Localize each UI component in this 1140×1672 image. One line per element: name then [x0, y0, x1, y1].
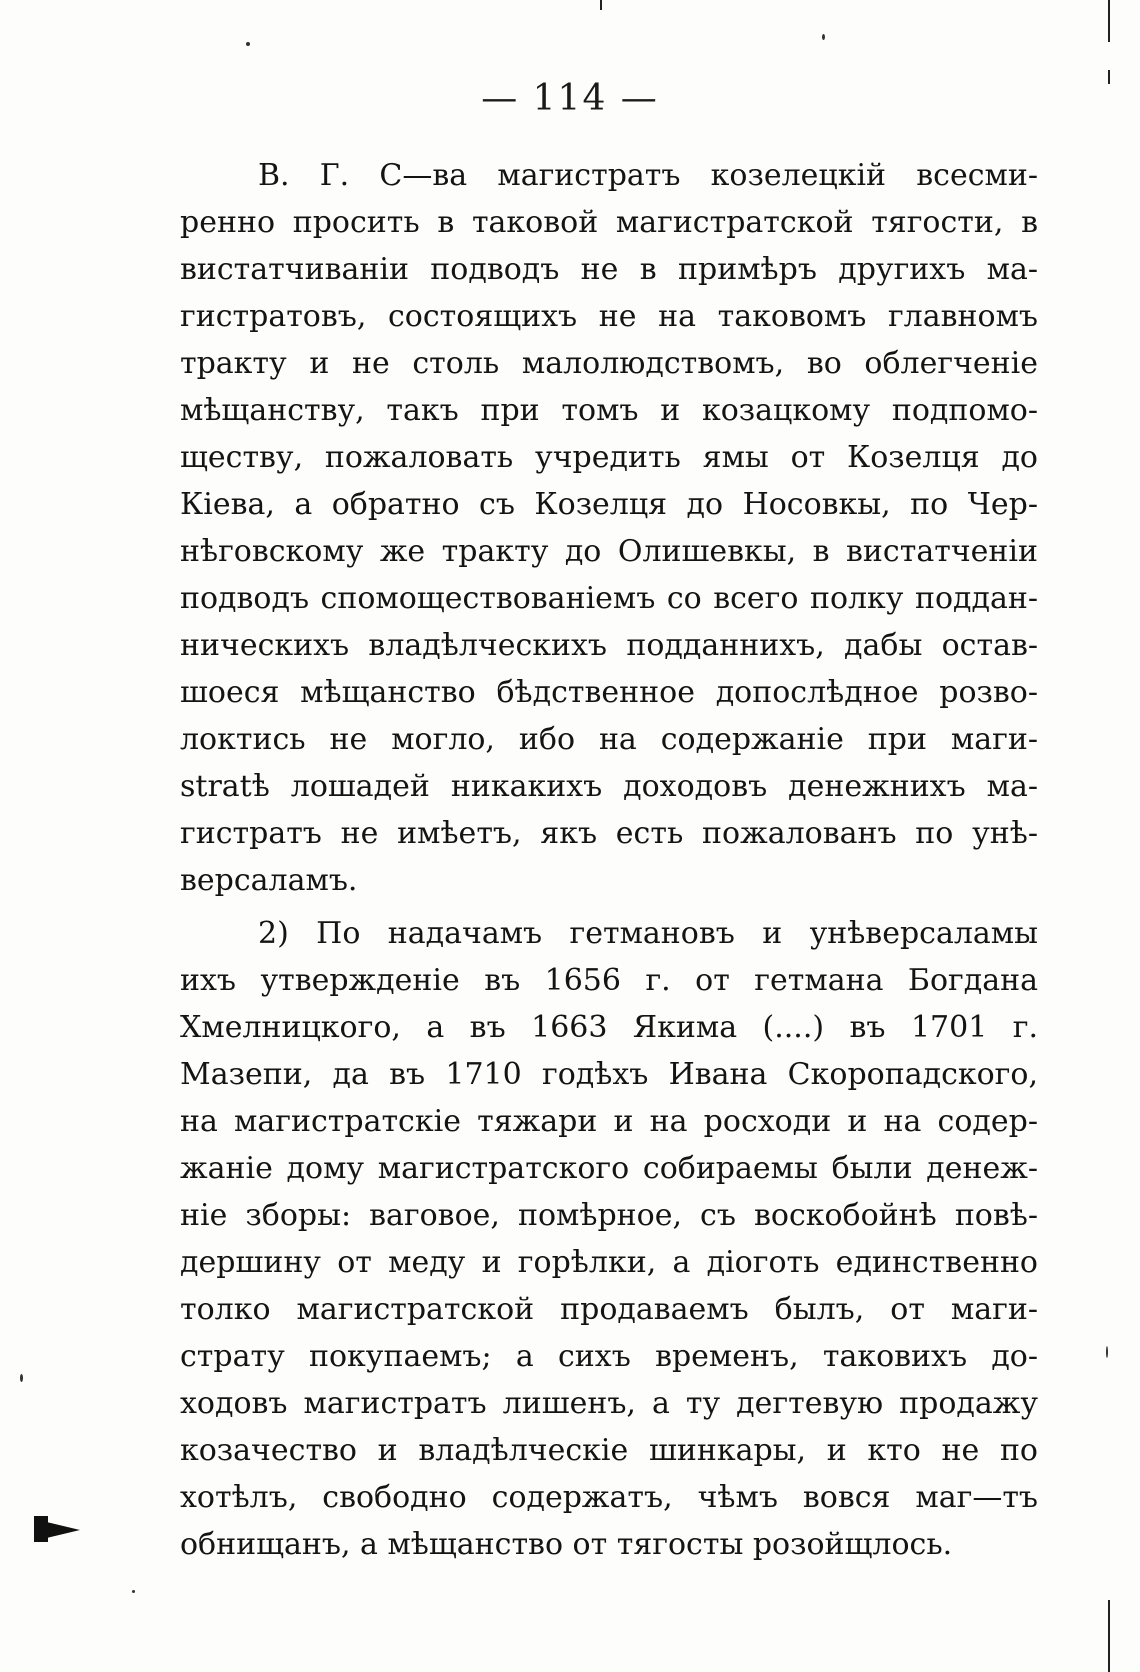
text-line: ходовъ магистратъ лишенъ, а ту дегтевую продажу	[180, 1386, 1038, 1421]
text-line: тракту и не столь малолюдствомъ, во облегченіе	[180, 346, 1038, 381]
text-line: нѣговскому же тракту до Олишевкы, в вистатченіи	[180, 534, 1038, 569]
text-line: толко магистратской продаваемъ былъ, от маги-	[180, 1292, 1038, 1327]
text-line: мѣщанству, такъ при томъ и козацкому подпомо-	[180, 393, 1038, 428]
text-line: дершину от меду и горѣлки, а діоготь единственно	[180, 1245, 1038, 1280]
text-line: вистатчиваніи подводъ не в примѣръ другихъ ма-	[180, 252, 1038, 287]
text-line: Мазепи, да въ 1710 годѣхъ Ивана Скоропадского,	[180, 1057, 1038, 1092]
text-line: ренно просить в таковой магистратской тягости, в	[180, 205, 1038, 240]
scan-edge-line	[600, 0, 602, 10]
paragraph-2	[180, 910, 1038, 1568]
text-line: ніе зборы: ваговое, помѣрное, съ воскобойнѣ повѣ-	[180, 1198, 1038, 1233]
text-line: на магистратскіе тяжари и на росходи и на содер-	[180, 1104, 1038, 1139]
text-line: шоеся мѣщанство бѣдственное допослѣдное розво-	[180, 675, 1038, 710]
scan-speck	[1106, 1346, 1108, 1358]
text-line: Кіева, а обратно съ Козелця до Носовкы, по Чер-	[180, 487, 1038, 522]
scan-mark	[34, 1519, 80, 1541]
text-line: Хмелницкого, а въ 1663 Якима (....) въ 1701 г.	[180, 1010, 1038, 1045]
scan-speck	[132, 1590, 135, 1593]
text-line: 2) По надачамъ гетмановъ и унѣверсаламы	[258, 916, 1038, 951]
text-line: В. Г. С—ва магистратъ козелецкій всесми-	[258, 158, 1038, 193]
text-line: ническихъ владѣлческихъ подданнихъ, дабы остав-	[180, 628, 1038, 663]
text-line: stratѣ лошадей никакихъ доходовъ денежнихъ ма-	[180, 769, 1038, 804]
text-line: локтись не могло, ибо на содержаніе при маги-	[180, 722, 1038, 757]
text-line: версаламъ.	[180, 863, 358, 898]
text-line: страту покупаемъ; а сихъ временъ, таковихъ до-	[180, 1339, 1038, 1374]
text-line: гистратовъ, состоящихъ не на таковомъ главномъ	[180, 299, 1038, 334]
scan-speck	[20, 1374, 23, 1382]
scan-edge-line	[1108, 70, 1110, 84]
scan-edge-line	[1108, 1600, 1110, 1672]
page-number: — 114 —	[481, 78, 659, 119]
text-line: обнищанъ, а мѣщанство от тягосты розойщлось.	[180, 1527, 953, 1562]
text-line: ихъ утвержденіе въ 1656 г. от гетмана Богдана	[180, 963, 1038, 998]
text-line: жаніе дому магистратского собираемы были денеж-	[180, 1151, 1038, 1186]
scan-speck	[822, 34, 825, 40]
text-line: подводъ спомоществованіемъ со всего полку поддан-	[180, 581, 1038, 616]
scan-speck	[246, 42, 250, 46]
text-line: ществу, пожаловать учредить ямы от Козелця до	[180, 440, 1038, 475]
text-line: козачество и владѣлческіе шинкары, и кто не по	[180, 1433, 1038, 1468]
body-text	[180, 152, 1038, 1568]
paragraph-1	[180, 152, 1038, 904]
scan-edge-line	[1108, 0, 1110, 42]
text-line: гистратъ не имѣетъ, якъ есть пожалованъ по унѣ-	[180, 816, 1038, 851]
text-line: хотѣлъ, свободно содержатъ, чѣмъ вовся маг—тъ	[180, 1480, 1038, 1515]
